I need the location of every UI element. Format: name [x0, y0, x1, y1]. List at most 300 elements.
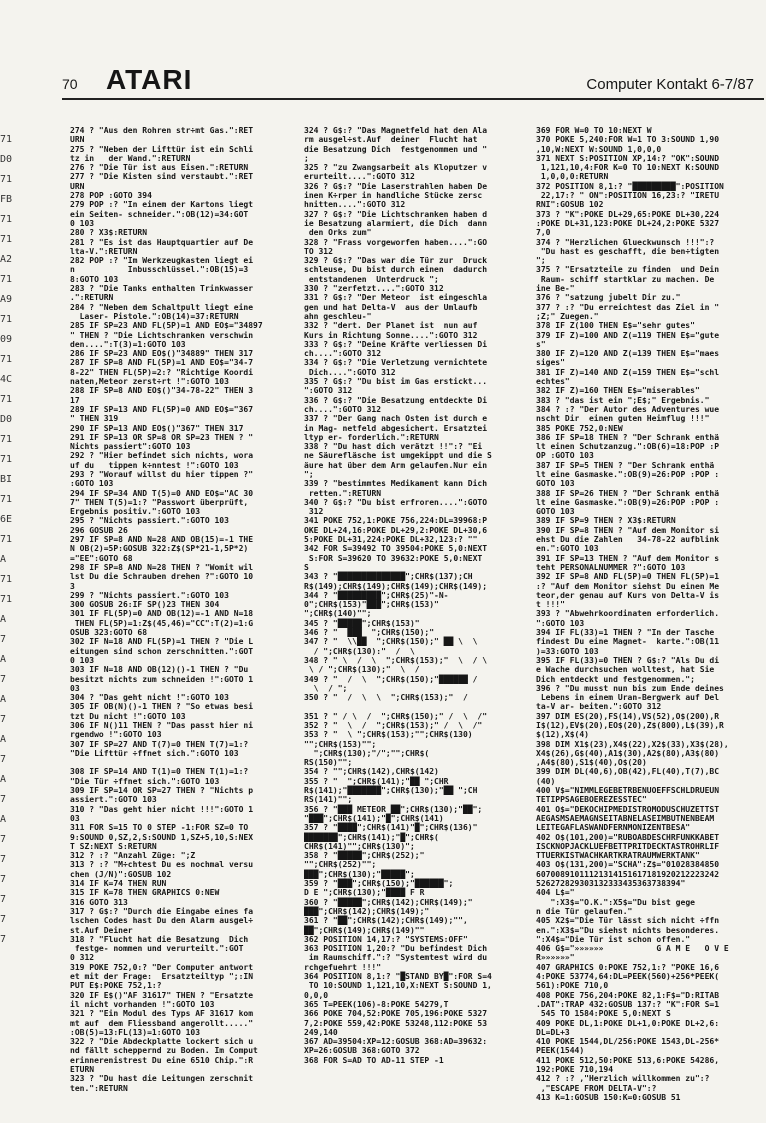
listing-line: 4:POKE 53774,64:DL=PEEK(560)+256*PEEK(: [536, 972, 720, 982]
margin-fragment: 7: [0, 934, 7, 945]
listing-line: 304 ? "Das geht nicht !":GOTO 103: [70, 693, 229, 703]
listing-line: besitzt nichts zum schneiden !":GOTO 1: [70, 674, 254, 684]
listing-line: "Die Tür ÷ffnet sich.":GOTO 103: [70, 776, 220, 786]
listing-line: Nichts passiert":GOTO 103: [70, 442, 191, 452]
listing-line: 375 ? "Ersatzteile zu finden und Dein: [536, 265, 720, 275]
listing-line: 289 IF SP=13 AND FL(5P)=0 AND EO$="367: [70, 404, 254, 414]
listing-line: R$(149);CHR$(149);CHR$(149);CHR$(149);: [304, 581, 488, 591]
listing-line: 389 IF SP=9 THEN ? X3$:RETURN: [536, 516, 676, 526]
margin-fragment: 71: [0, 274, 13, 285]
listing-line: 287 IF SP=8 AND FL(5P)=1 AND EO$="34-7: [70, 358, 254, 368]
listing-line: 8:GOTO 103: [70, 274, 119, 284]
listing-line: die Besatzung Dich festgenommen und ": [304, 144, 488, 154]
listing-line: uf du tippen k÷nntest !":GOTO 103: [70, 460, 239, 470]
listing-line: 313 ? :? "M÷chtest Du es nochmal versu: [70, 860, 254, 870]
listing-line: im Raumschiff.":? "Systemtest wird du: [304, 953, 488, 963]
listing-line: inen K÷rper in handliche Stücke zersc: [304, 191, 483, 201]
listing-line: URN: [70, 181, 85, 191]
listing-line: \ / ";: [304, 683, 348, 693]
listing-line: [70, 758, 295, 767]
margin-fragment: D0: [0, 414, 13, 425]
listing-line: 302 IF N=18 AND FL(5P)=1 THEN ? "Die L: [70, 637, 254, 647]
listing-line: 358 ? "█████";CHR$(252);": [304, 851, 425, 861]
listing-line: lta-V.":RETURN: [70, 246, 138, 256]
listing-line: 367 AD=39504:XP=12:GOSUB 368:AD=39632:: [304, 1037, 488, 1047]
listing-line: 326 ? G$:? "Die Laserstrahlen haben De: [304, 181, 488, 191]
listing-line: S:FOR S=39620 TO 39632:POKE 5,0:NEXT: [304, 553, 483, 563]
margin-fragment: 7: [0, 754, 7, 765]
listing-line: 376 ? "satzung jubelt Dir zu.": [536, 293, 681, 303]
listing-line: OP :GOTO 103: [536, 451, 594, 461]
listing-line: erinnerenistrest Du eine 6510 Chip.":R: [70, 1055, 254, 1065]
listing-line: 381 IF Z)=140 AND Z(=159 THEN E$="schl: [536, 367, 720, 377]
listing-line: 360 ? "█████";CHR$(142);CHR$(149);": [304, 897, 473, 907]
listing-line: ":GOTO 312: [304, 386, 353, 396]
listing-line: CHR$(141)"";CHR$(130)";: [304, 841, 415, 851]
listing-line: 7" THEN T(5)=1:? "Passwort überprüft,: [70, 497, 249, 507]
listing-line: teor,der genau auf Kurs von Delta-V is: [536, 590, 720, 600]
listing-line: 306 IF N()11 THEN ? "Das passt hier ni: [70, 721, 254, 730]
listing-line: ";CHR$(130);"/";"";CHR$(: [304, 748, 430, 758]
listing-line: 282 POP :? "Im Werkzeugkasten liegt ei: [70, 256, 254, 266]
margin-fragment: D0: [0, 154, 13, 165]
listing-line: Kurs in Richtung Sonne....":GOTO 312: [304, 330, 478, 340]
listing-line: PUT E$:POKE 752,1:?: [70, 981, 162, 991]
listing-line: 3: [70, 581, 75, 591]
margin-fragment: A2: [0, 254, 13, 265]
listing-line: ch....":GOTO 312: [304, 404, 382, 414]
listing-line: )=33:GOTO 103: [536, 646, 599, 656]
listing-line: eitungen sind schon zerschnitten.":GOT: [70, 646, 254, 656]
listing-line: 364 POSITION 8,1:? "█STAND BY█":FOR S=4: [304, 972, 492, 982]
listing-line: 319 POKE 752,0:? "Der Computer antwort: [70, 962, 254, 972]
listing-line: 401 O$="DEKOCHIPMEDISTROMODUSCHUZETTST: [536, 804, 720, 814]
listing-line: 383 ? "das ist ein ";E$;" Ergebnis.": [536, 395, 710, 405]
margin-fragment: 6E: [0, 514, 13, 525]
listing-line: 285 IF SP=23 AND FL(5P)=1 AND EO$="34897: [70, 321, 263, 331]
listing-line: 365 T=PEEK(106)-8:POKE 54279,T: [304, 999, 449, 1009]
listing-line: 284 ? "Neben dem Schaltpult liegt eine: [70, 302, 254, 312]
listing-line: 0";CHR$(153)"███";CHR$(153)": [304, 600, 439, 610]
listing-line: 341 POKE 752,1:POKE 756,224:DL=39968:P: [304, 516, 488, 526]
listing-line: st.Auf Deiner: [70, 925, 133, 935]
listing-line: D E ";CHR$(130);"████ F R: [304, 888, 425, 898]
listing-line: S: [304, 562, 309, 572]
margin-fragment: A: [0, 554, 7, 565]
listing-line: "Die Lifttür ÷ffnet sich.":GOTO 103: [70, 748, 239, 758]
listing-line: 279 POP :? "In einem der Kartons liegt: [70, 200, 254, 210]
listing-line: 315 IF K=78 THEN GRAPHICS 0:NEW: [70, 888, 220, 898]
listing-line: gen und hat Delta-V aus der Umlaufb: [304, 302, 478, 312]
listing-line: ";CHR$(140)"";: [304, 609, 372, 619]
listing-line: 7,0: [536, 228, 551, 238]
listing-line: 277 ? "Die Kisten sind verstaubt.":RET: [70, 172, 254, 182]
listing-line: lschen Codes hast Du den Alarm ausgel÷: [70, 916, 254, 926]
listing-line: 393 ? "Abwehrkoordinaten erforderlich.: [536, 609, 720, 619]
margin-fragment: A: [0, 774, 7, 785]
listing-line: 305 IF OB(N)()-1 THEN ? "So etwas besi: [70, 702, 254, 712]
listing-line: 346 ? " ███ ";CHR$(150);": [304, 628, 435, 638]
listing-line: RS(150)"";: [304, 758, 353, 768]
listing-line: 330 ? "zerfetzt....":GOTO 312: [304, 284, 444, 294]
margin-fragment: 7: [0, 674, 7, 685]
magazine-brand-title: ATARI: [106, 64, 193, 95]
listing-line: lt eine Gasmaske.":OB(9)=26:POP :POP :: [536, 497, 720, 507]
listing-line: 399 DIM DL(40,6),OB(42),FL(40),T(7),BC: [536, 767, 720, 777]
listing-line: 249,140: [304, 1027, 338, 1037]
listing-line: 373 ? "K":POKE DL+29,65:POKE DL+30,224: [536, 209, 720, 219]
listing-line: 303 IF N=18 AND OB(12)()-1 THEN ? "Du: [70, 665, 249, 675]
listing-line: 1,0,0,0:RETURN: [536, 172, 609, 182]
listing-line: 281 ? "Es ist das Hauptquartier auf De: [70, 237, 254, 247]
listing-line: 323 ? "Du hast die Leitungen zerschnit: [70, 1074, 254, 1084]
listing-line: 309 IF SP=14 OR SP=27 THEN ? "Nichts p: [70, 786, 254, 796]
margin-fragment: 7: [0, 854, 7, 865]
margin-fragment: 7: [0, 874, 7, 885]
listing-line: nd fällt scheppernd zu Boden. Im Comput: [70, 1046, 258, 1056]
listing-line: " THEN ? "Die Lichtschranken verschwin: [70, 330, 254, 340]
listing-line: 335 ? G$:? "Du bist im Gas erstickt...: [304, 377, 488, 387]
listing-line: s": [536, 339, 546, 349]
listing-line: ;: [304, 153, 309, 163]
listing-line: ine Be-": [536, 284, 575, 294]
listing-line: 398 DIM X1$(23),X4$(22),X2$(33),X3$(28),: [536, 739, 729, 749]
listing-line: $(12),X$(4): [536, 730, 589, 740]
listing-line: / ";CHR$(130):" / \: [304, 646, 415, 656]
listing-line: 374 ? "Herzlichen Glueckwunsch !!!":?: [536, 237, 715, 247]
listing-line: 384 ? :? "Der Autor des Adventures wue: [536, 404, 720, 414]
listing-line: il nicht vorhanden !":GOTO 103: [70, 999, 215, 1009]
listing-line: :POKE DL+31,123:POKE DL+24,2:POKE 5327: [536, 218, 720, 228]
listing-column-3: [536, 126, 762, 1106]
listing-line: 317 ? G$:? "Durch die Eingabe eines fa: [70, 906, 254, 916]
listing-line: \ / ";CHR$(130);" \ /: [304, 665, 420, 675]
listing-line: 327 ? G$:? "Die Lichtschranken haben d: [304, 209, 488, 219]
margin-fragment: 71: [0, 454, 13, 465]
listing-line: 342 FOR S=39492 TO 39504:POKE 5,0:NEXT: [304, 544, 488, 554]
listing-line: 0,0,0: [304, 990, 329, 1000]
listing-line: ":X3$="O.K.":X5$="Du bist gege: [536, 897, 695, 907]
listing-line: lt einen Schutzanzug.":OB(6)=18:POP :P: [536, 442, 720, 452]
listing-line: retten.":RETURN: [304, 488, 382, 498]
margin-fragment: 71: [0, 314, 13, 325]
listing-line: ██";CHR$(149);CHR$(149)"": [304, 925, 425, 935]
listing-line: 8-22" THEN FL(5P)=2:? "Richtige Koordi: [70, 367, 254, 377]
listing-line: 318 ? "Flucht hat die Besatzung Dich: [70, 934, 249, 944]
listing-line: 345 ? "█████";CHR$(153)": [304, 618, 420, 628]
listing-line: 351 ? " / \ / ";CHR$(150);" / \ /": [304, 711, 488, 721]
page-number: 70: [62, 76, 78, 92]
listing-line: teht PERSONALNUMMER ?":GOTO 103: [536, 562, 686, 572]
listing-line: R»»»»»»": [536, 953, 575, 963]
listing-line: entstandenen Unterdruck ";: [304, 274, 439, 284]
header-rule: [62, 98, 764, 100]
listing-line: ";: [304, 469, 314, 479]
listing-line: 334 ? G$:? "Die Verletzung vernichtete: [304, 358, 488, 368]
margin-fragment: 71: [0, 494, 13, 505]
listing-line: 310 ? "Das geht hier nicht !!!":GOTO 1: [70, 804, 254, 814]
listing-line: naten,Meteor zerst÷rt !":GOTO 103: [70, 377, 229, 387]
listing-line: 400 V$="NIMMLEGEBETRBENUOEFFSCHLDRUEUN: [536, 786, 720, 796]
listing-line: I$(12),EV$(20),EO$(20),Z$(800),L$(39),R: [536, 721, 724, 730]
listing-line: ETURN: [70, 1064, 95, 1074]
listing-line: 322 ? "Die Abdeckplatte lockert sich u: [70, 1037, 254, 1047]
listing-line: THEN FL(5P)=1:Z$(45,46)="CC":T(2)=1:G: [70, 618, 254, 628]
listing-line: TO 10:SOUND 1,121,10,X:NEXT S:SOUND 1,: [304, 981, 492, 991]
listing-line: 288 IF SP=8 AND EO$()"34-78-22" THEN 3: [70, 386, 254, 396]
listing-line: den....":T(3)=1:GOTO 103: [70, 339, 186, 349]
margin-fragment: 09: [0, 334, 13, 345]
margin-fragment: 71: [0, 234, 13, 245]
listing-line: 0 103: [70, 655, 95, 665]
listing-line: rm ausgel÷st.Auf deiner Flucht hat: [304, 135, 478, 145]
margin-fragment: 71: [0, 574, 13, 585]
listing-line: "Du hast es geschafft, die ben÷tigten: [536, 246, 720, 256]
listing-line: RNI":GOSUB 102: [536, 200, 604, 210]
listing-line: t !!!": [536, 600, 565, 610]
listing-line: chen (J/N)":GOSUB 102: [70, 869, 172, 879]
listing-line: 403 O$(131,200)="SCHA":Z$="01028384850: [536, 860, 720, 870]
listing-line: 321 ? "Ein Modul des Typs AF 31617 kom: [70, 1009, 254, 1019]
listing-line: 0 312: [70, 953, 95, 963]
margin-fragment: 71: [0, 174, 13, 185]
page-header: [36, 64, 764, 96]
listing-line: 353 ? " \ ";CHR$(153);"";CHR$(130): [304, 730, 473, 740]
margin-fragment: 7: [0, 714, 7, 725]
listing-line: 329 ? G$:? "Das war die Tür zur Druck: [304, 256, 488, 266]
listing-line: assiert.":GOTO 103: [70, 795, 157, 805]
listing-line: XP=26:GOSUB 368:GOTO 372: [304, 1046, 420, 1056]
listing-line: 293 ? "Worauf willst du hier tippen ?": [70, 469, 254, 479]
margin-fragment: 71: [0, 434, 13, 445]
listing-line: ta-V ar- beiten.":GOTO 312: [536, 702, 662, 712]
listing-line: OSUB 323:GOTO 68: [70, 628, 148, 638]
listing-line: ie Besatzung alarmiert, die Dich dann: [304, 218, 488, 228]
listing-line: 391 IF SP=13 THEN ? "Auf dem Monitor s: [536, 553, 720, 563]
listing-line: 361 ? "██";CHR$(142);CHR$(149);"",: [304, 916, 468, 926]
listing-line: 394 IF FL(33)=1 THEN ? "In der Tasche: [536, 628, 715, 638]
listing-line: 316 GOTO 313: [70, 897, 128, 907]
margin-fragment: 7: [0, 634, 7, 645]
listing-line: 1,121,10,4:FOR K=0 TO 10:NEXT K:SOUND: [536, 163, 720, 173]
listing-line: (40): [536, 776, 556, 786]
listing-line: 331 ? G$:? "Der Meteor ist eingeschla: [304, 293, 488, 303]
listing-line: den Orks zum": [304, 228, 372, 238]
margin-fragment: A: [0, 614, 7, 625]
listing-line: ,A4$(80),S1$(40),O$(20): [536, 758, 647, 768]
listing-line: tz in der Wand.":RETURN: [70, 153, 191, 163]
listing-line: 408 POKE 756,204:POKE 82,1:F$="D:RITAB: [536, 990, 720, 1000]
listing-line: ";: [536, 256, 546, 266]
listing-line: lt eine Gasmaske.":OB(9)=26:POP :POP :: [536, 469, 720, 479]
listing-line: 372 POSITION 8,1:? "█████████":POSITION: [536, 181, 724, 191]
left-margin-cut-text: [0, 130, 24, 950]
listing-line: 60700891011121314151617181920212223242: [536, 869, 720, 879]
listing-line: 378 IF Z(100 THEN E$="sehr gutes": [536, 321, 695, 331]
listing-line: ,"ESCAPE FROM DELTA-V":?: [536, 1083, 657, 1093]
listing-line: echtes": [536, 377, 570, 387]
listing-line: 03: [70, 683, 80, 693]
listing-line: 300 GOSUB 26:IF SP()23 THEN 304: [70, 600, 220, 610]
listing-line: 402 O$(101,200)="RUBOABDESCHRFUNKKABET: [536, 832, 720, 842]
listing-line: rchgefuehrt !!!": [304, 962, 382, 972]
listing-line: 350 ? " / \ \ ";CHR$(153);" /: [304, 693, 468, 703]
listing-line: lst Du die Schrauben drehen ?":GOTO 10: [70, 572, 254, 582]
listing-line: 286 IF SP=23 AND EO$()"34889" THEN 317: [70, 349, 254, 359]
listing-line: TO 312: [304, 246, 333, 256]
listing-line: 339 ? "bestimmtes Medikament kann Dich: [304, 479, 488, 489]
listing-line: tzt Du nicht !":GOTO 103: [70, 711, 186, 721]
listing-line: 297 IF SP=8 AND N=28 AND OB(15)=-1 THE: [70, 535, 254, 545]
listing-line: 392 IF SP=8 AND FL(5P)=0 THEN FL(5P)=1: [536, 572, 720, 582]
margin-fragment: A: [0, 654, 7, 665]
issue-label: Computer Kontakt 6-7/87: [586, 76, 754, 93]
listing-line: DL=DL+3: [536, 1027, 570, 1037]
listing-line: ehst Du die Zahlen 34-78-22 aufblink: [536, 535, 720, 545]
listing-line: 347 ? " \\██ ";CHR$(150);" ██ \ \: [304, 637, 478, 647]
listing-line: siges": [536, 358, 565, 368]
listing-line: 312 ? :? "Anzahl Züge: ";Z: [70, 851, 196, 861]
margin-fragment: 71: [0, 134, 13, 145]
listing-line: 274 ? "Aus den Rohren str÷mt Gas.":RET: [70, 126, 254, 135]
listing-line: n die Tür gelaufen.": [536, 906, 633, 916]
listing-column-2: [304, 126, 532, 1106]
listing-line: ,10,W:NEXT W:SOUND 1,0,0,0: [536, 144, 662, 154]
listing-line: Laser- Pistole.":OB(14)=37:RETURN: [70, 311, 239, 321]
listing-line: 343 ? "██████████████";CHR$(137);CH: [304, 572, 473, 582]
listing-line: 292 ? "Hier befindet sich nichts, wora: [70, 451, 254, 461]
listing-line: 356 ? "███ METEOR ██";CHR$(130);"██";: [304, 804, 483, 814]
margin-fragment: A: [0, 814, 7, 825]
listing-line: :OB(5)=13:FL(13)=1:GOTO 103: [70, 1027, 201, 1037]
listing-line: [304, 702, 532, 711]
listing-line: 352 ? " \ / ";CHR$(153);" / \ /": [304, 721, 483, 730]
listing-line: 362 POSITION 14,17:? "SYSTEMS:OFF": [304, 934, 468, 944]
listing-line: ten.":RETURN: [70, 1083, 128, 1093]
listing-line: ███████";CHR$(141);"█";CHR$(: [304, 832, 439, 842]
listing-line: R$(141);"███████";CHR$(130);"██ ";CH: [304, 786, 478, 796]
listing-line: ="EE":GOTO 68: [70, 553, 133, 563]
listing-line: ;Z;" Zuegen.": [536, 311, 599, 321]
listing-line: 545 TO 1584:POKE 5,0:NEXT S: [536, 1009, 671, 1019]
listing-line: 333 ? G$:? "Deine Kräfte verliessen Di: [304, 339, 488, 349]
listing-line: 9:SOUND 0,SZ,2,S:SOUND 1,SZ+5,10,S:NEX: [70, 832, 254, 842]
margin-fragment: 71: [0, 214, 13, 225]
listing-line: 296 GOSUB 26: [70, 525, 128, 535]
listing-line: 22,17:? " ON":POSITION 16,23:? "IRETU: [536, 191, 720, 201]
listing-line: 344 ? "█████████";CHR$(25)"-N-: [304, 590, 449, 600]
listing-line: 561):POKE 710,0: [536, 981, 609, 991]
listing-line: ███";CHR$(142);CHR$(149);": [304, 906, 430, 916]
listing-line: ":X4$="Die Tür ist schon offen.": [536, 934, 691, 944]
listing-line: GOTO 103: [536, 507, 575, 517]
listing-line: 368 FOR S=AD TO AD-11 STEP -1: [304, 1055, 444, 1065]
listing-line: AEGASMSAEMAGNSEITABNELASEIMBUTNENBEAM: [536, 813, 715, 823]
listing-line: 298 IF SP=8 AND N=28 THEN ? "Womit wil: [70, 562, 254, 572]
listing-line: Raum- schiff startklar zu machen. De: [536, 274, 715, 284]
listing-line: 385 POKE 752,0:NEW: [536, 423, 623, 433]
listing-line: 397 DIM ES(20),FS(14),VS(52),O$(200),R: [536, 711, 720, 721]
listing-line: TTUERKISTWACHKARTKRATRAUMWERKTANK": [536, 851, 700, 861]
listing-line: 340 ? G$:? "Du bist erfroren....":GOTO: [304, 497, 488, 507]
listing-line: erurteilt....":GOTO 312: [304, 172, 415, 182]
listing-line: "";CHR$(153)"";: [304, 739, 377, 749]
listing-line: 366 POKE 704,52:POKE 705,196:POKE 5327: [304, 1009, 488, 1019]
listing-line: 320 IF E$()"AF 31617" THEN ? "Ersatzte: [70, 990, 254, 1000]
listing-line: TETIPPSAGEBOEREZESSTEC": [536, 795, 647, 805]
margin-fragment: 4C: [0, 374, 13, 385]
listing-line: ltyp er- forderlich.":RETURN: [304, 432, 439, 442]
listing-line: 5:POKE DL+31,224:POKE DL+32,123:? "": [304, 535, 478, 545]
listing-line: 371 NEXT S:POSITION XP,14:? "OK":SOUND: [536, 153, 720, 163]
listing-line: et mit der Frage: Ersatzteiltyp ";:IN: [70, 972, 254, 982]
listing-line: nscht Dir einen guten Heimflug !!!": [536, 414, 710, 424]
listing-line: ███";CHR$(130);"█████";: [304, 869, 415, 879]
listing-line: ahn geschleu-": [304, 311, 372, 321]
listing-line: 311 FOR S=15 TO 0 STEP -1:FOR SZ=0 TO: [70, 823, 249, 833]
margin-fragment: A: [0, 734, 7, 745]
listing-line: 314 IF K=74 THEN RUN: [70, 879, 167, 889]
listing-line: ":GOTO 103: [536, 618, 585, 628]
listing-line: 312: [304, 507, 324, 517]
listing-line: findest Du eine Magnet- karte.":OB(11: [536, 637, 720, 647]
listing-line: festge- nommen und verurteilt.":GOT: [70, 944, 244, 954]
listing-line: 278 POP :GOTO 394: [70, 191, 152, 201]
listing-line: :GOTO 103: [70, 479, 114, 489]
listing-line: en.":GOTO 103: [536, 544, 599, 554]
listing-line: en.":X3$="Du siehst nichts besonderes.: [536, 925, 720, 935]
listing-line: 03: [70, 813, 80, 823]
margin-fragment: BI: [0, 474, 13, 485]
listing-line: 411 POKE 512,50:POKE 513,6:POKE 54286,: [536, 1055, 720, 1065]
listing-line: N OB(2)=5P:GOSUB 322:Z$(SP*21-1,5P*2): [70, 544, 249, 554]
listing-line: 405 X2$="Die Tür lässt sich nicht ÷ffn: [536, 916, 720, 926]
margin-fragment: FB: [0, 194, 13, 205]
listing-line: ISCKNOPJACKLUEFBETTPRITDECKTASTROHRLIF: [536, 841, 720, 851]
listing-line: 276 ? "Die Tür ist aus Eisen.":RETURN: [70, 163, 249, 173]
listing-column-1: [70, 126, 295, 1106]
listing-line: 7,2:POKE 559,42:POKE 53248,112:POKE 53: [304, 1018, 488, 1028]
listing-line: ein Seiten- schneider.":OB(12)=34:GOT: [70, 209, 249, 219]
listing-line: in Mag- netfeld abgesichert. Ersatztei: [304, 423, 488, 433]
listing-line: 395 IF FL(33)=0 THEN ? G$:? "Als Du di: [536, 655, 720, 665]
listing-line: 307 IF SP=27 AND T(7)=0 THEN T(7)=1:?: [70, 739, 249, 749]
listing-line: 337 ? "Der Gang nach Osten ist durch e: [304, 414, 488, 424]
listing-line: 328 ? "Frass vorgeworfen haben....":GO: [304, 237, 488, 247]
listing-line: 370 POKE 5,240:FOR W=1 TO 3:SOUND 1,90: [536, 135, 720, 145]
listing-line: 349 ? " / \ ";CHR$(150);"██████ /: [304, 674, 478, 684]
listing-line: 359 ? "███";CHR$(150);"██████";: [304, 879, 454, 889]
listing-line: "███";CHR$(141);"█";CHR$(141): [304, 813, 444, 823]
listing-line: 369 FOR W=0 TO 10:NEXT W: [536, 126, 652, 135]
margin-fragment: 71: [0, 394, 13, 405]
listing-line: hnitten....":GOTO 312: [304, 200, 406, 210]
listing-line: 363 POSITION 1,20:? "Du befindest Dich: [304, 944, 488, 954]
listing-line: schleuse, Du bist durch einen dadurch: [304, 265, 488, 275]
listing-line: Dich....":GOTO 312: [304, 367, 396, 377]
listing-line: 390 IF SP=8 THEN ? "Auf dem Monitor si: [536, 525, 720, 535]
listing-line: Lebens in einem Uran-Bergwerk auf Del: [536, 693, 720, 703]
listing-line: mt auf dem Fliessband angerollt.....": [70, 1018, 254, 1028]
margin-fragment: 7: [0, 794, 7, 805]
listing-line: :? "Auf dem Monitor siehst Du einen Me: [536, 581, 720, 591]
listing-line: 275 ? "Neben der Lifttür ist ein Schli: [70, 144, 254, 154]
margin-fragment: 71: [0, 354, 13, 365]
listing-line: 526272829303132333435363738394": [536, 879, 686, 889]
listing-line: 192:POKE 710,194: [536, 1064, 614, 1074]
listing-line: 412 ? :? ,"Herzlich willkommen zu":?: [536, 1074, 710, 1084]
listing-line: 382 IF Z)=160 THEN E$="miserables": [536, 386, 700, 396]
